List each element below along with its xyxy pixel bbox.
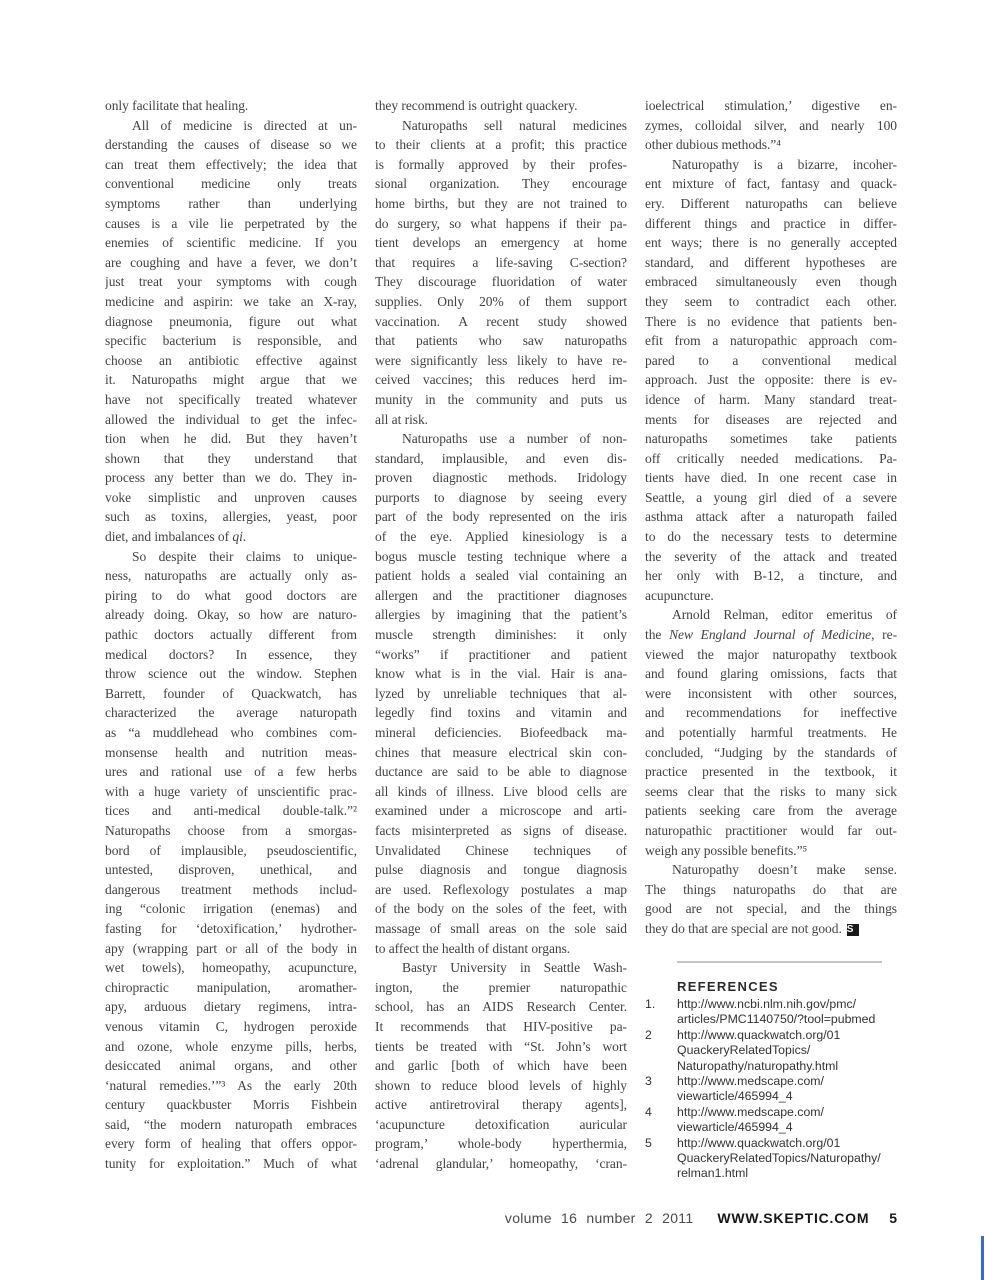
text-line: piring to do what good doctors are	[105, 587, 357, 603]
text-line: Seattle, a young girl died of a severe	[645, 489, 897, 505]
text-line: symptoms rather than underlying	[105, 195, 357, 211]
text-line: idence of harm. Many standard treat-	[645, 391, 897, 407]
text-line: they do that are special are not good. S	[645, 919, 897, 939]
text-line: diagnose pneumonia, figure out what	[105, 313, 357, 329]
text-line: lyzed by unreliable techniques that al-	[375, 685, 627, 701]
text-line: weigh any possible benefits.”⁵	[645, 842, 808, 858]
text-line: and recommendations for ineffective	[645, 705, 897, 721]
text-line: medicine and aspirin: we take an X-ray,	[105, 293, 357, 309]
text-line: vaccination. A recent study showed	[375, 313, 627, 329]
text-line: to their clients at a profit; this practice	[375, 137, 627, 153]
text-column-2	[375, 96, 627, 1174]
text-line: chiropractic manipulation, aromather-	[105, 979, 357, 995]
text-line: process any better than we do. They in-	[105, 470, 357, 486]
text-line: that patients who saw naturopaths	[375, 333, 627, 349]
text-line: untested, disproven, unethical, and	[105, 862, 357, 878]
reference-item	[645, 1028, 897, 1074]
text-line: tients be treated with “St. John’s wort	[375, 1038, 627, 1054]
text-line: facts misinterpreted as signs of disease.	[375, 822, 627, 838]
text-line: said, “the modern naturopath embraces	[105, 1116, 357, 1132]
text-line: of the body on the soles of the feet, with	[375, 901, 627, 917]
text-line: already doing. Okay, so how are naturo-	[105, 607, 357, 623]
text-line: allowed the individual to get the infec-	[105, 411, 357, 427]
reference-number: 4	[645, 1104, 652, 1119]
text-line: characterized the average naturopath	[105, 705, 357, 721]
text-line: asthma attack after a naturopath failed	[645, 509, 897, 525]
reference-item	[645, 1105, 897, 1136]
article-end-mark: S	[847, 924, 859, 936]
text-line: that requires a life-saving C-section?	[375, 254, 627, 270]
text-line: allergen and the practitioner diagnoses	[375, 587, 627, 603]
text-line: purports to diagnose by seeing every	[375, 489, 627, 505]
text-line: supplies. Only 20% of them support	[375, 293, 627, 309]
text-line: munity in the community and puts us	[375, 391, 627, 407]
text-line: part of the body represented on the iris	[375, 509, 627, 525]
text-line: specific bacterium is responsible, and	[105, 333, 357, 349]
text-line: approach. Just the opposite: there is ev-	[645, 372, 897, 388]
text-line: Naturopaths sell natural medicines	[402, 117, 627, 133]
paragraph	[375, 116, 627, 430]
text-line: standard, and different hypotheses are	[645, 254, 897, 270]
reference-url: http://www.ncbi.nlm.nih.gov/pmc/ articles/PMC1140750/?tool=pubmed	[677, 997, 876, 1027]
text-line: with a huge variety of unscientific prac-	[105, 783, 357, 799]
text-line: can treat them effectively; the idea that	[105, 156, 357, 172]
text-line: Barrett, founder of Quackwatch, has	[105, 685, 357, 701]
text-line: ‘acupuncture detoxification auricular	[375, 1116, 627, 1132]
text-line: tion when he did. But they haven’t	[105, 431, 357, 447]
text-line: different things and practice in differ-	[645, 215, 897, 231]
reference-url: http://www.quackwatch.org/01 QuackeryRelatedTopics/Naturopathy/ relman1.html	[677, 1135, 881, 1181]
text-line: enemies of scientific medicine. If you	[105, 235, 357, 251]
paragraph	[375, 958, 627, 1174]
text-line: pathic doctors actually different from	[105, 627, 357, 643]
text-line: ceived vaccines; this reduces herd im-	[375, 372, 627, 388]
references-section	[645, 979, 897, 1182]
text-line: ioelectrical stimulation,’ digestive en-	[645, 98, 897, 113]
text-line: proven diagnostic methods. Iridology	[375, 470, 627, 486]
reference-number: 2	[645, 1027, 652, 1042]
text-line: legedly find toxins and vitamin and	[375, 705, 627, 721]
paragraph	[105, 96, 357, 116]
text-line: and potentially harmful treatments. He	[645, 725, 897, 740]
reference-item	[645, 1136, 897, 1182]
text-line: embraced simultaneously even though	[645, 274, 897, 290]
text-line: tices and anti-medical double-talk.”²	[105, 803, 357, 819]
paragraph	[105, 547, 357, 1174]
text-line: only facilitate that healing.	[105, 98, 249, 113]
text-line: medical doctors? In essence, they	[105, 646, 357, 662]
reference-number: 1.	[645, 997, 656, 1011]
text-line: It recommends that HIV-positive pa-	[375, 1018, 627, 1034]
text-line: just treat your symptoms with cough	[105, 274, 357, 290]
text-line: ments for diseases are rejected and	[645, 411, 897, 427]
text-line: tunity for exploitation.” Much of what	[105, 1156, 357, 1172]
paragraph	[645, 96, 897, 155]
text-line: home births, but they are not trained to	[375, 195, 627, 211]
text-line: wet towels), homeopathy, acupuncture,	[105, 960, 357, 976]
references-list	[645, 997, 897, 1182]
text-line: There is no evidence that patients ben-	[645, 313, 897, 329]
text-line: choose an antibiotic effective against	[105, 352, 357, 368]
text-line: active antiretroviral therapy agents],	[375, 1097, 627, 1113]
text-line: of the eye. Applied kinesiology is a	[375, 529, 627, 545]
footer-page-number: 5	[889, 1210, 897, 1226]
text-line: efit from a naturopathic approach com-	[645, 333, 897, 349]
text-line: Arnold Relman, editor emeritus of	[672, 607, 897, 623]
text-line: as “a muddlehead who combines com-	[105, 725, 357, 740]
reference-url: http://www.quackwatch.org/01 QuackeryRelatedTopics/ Naturopathy/naturopathy.html	[677, 1027, 841, 1073]
text-line: ing “colonic irrigation (enemas) and	[105, 901, 357, 917]
text-line: Bastyr University in Seattle Wash-	[402, 960, 627, 976]
text-line: bord of implausible, pseudoscientific,	[105, 842, 357, 858]
reference-number: 5	[645, 1135, 652, 1150]
paragraph	[375, 96, 627, 116]
text-line: they seem to contradict each other.	[645, 293, 897, 309]
text-line: fasting for ‘detoxification,’ hydrother-	[105, 920, 357, 936]
text-line: every form of healing that offers oppor-	[105, 1136, 357, 1152]
text-line: were inconsistent with other sources,	[645, 685, 897, 701]
text-line: are used. Reflexology postulates a map	[375, 881, 627, 897]
reference-item	[645, 1074, 897, 1105]
text-line: the New England Journal of Medicine, re-	[645, 627, 897, 643]
text-line: voke simplistic and unproven causes	[105, 489, 357, 505]
text-line: concluded, “Judging by the standards of	[645, 744, 897, 760]
text-line: ‘adrenal glandular,’ homeopathy, ‘cran-	[375, 1156, 627, 1172]
text-line: All of medicine is directed at un-	[132, 117, 357, 133]
reference-url: http://www.medscape.com/ viewarticle/465994_4	[677, 1104, 824, 1135]
text-line: ductance are said to be able to diagnose	[375, 764, 627, 780]
text-line: throw science out the window. Stephen	[105, 666, 357, 682]
text-line: ures and rational use of a few herbs	[105, 764, 357, 780]
text-line: shown that they understand that	[105, 450, 357, 466]
text-line: were significantly less likely to have re-	[375, 352, 627, 368]
text-line: So despite their claims to unique-	[132, 548, 357, 564]
text-line: pulse diagnosis and tongue diagnosis	[375, 862, 627, 878]
references-heading: REFERENCES	[677, 979, 779, 994]
text-column-1	[105, 96, 357, 1174]
text-line: dangerous treatment methods includ-	[105, 881, 357, 897]
text-line: ness, naturopaths are actually only as-	[105, 568, 357, 584]
text-line: naturopaths sometimes take patients	[645, 431, 897, 447]
text-line: apy (wrapping part or all of the body in	[105, 940, 357, 956]
text-line: pared to a conventional medical	[645, 352, 897, 368]
text-line: they recommend is outright quackery.	[375, 98, 578, 113]
text-line: ent ways; there is no generally accepted	[645, 235, 897, 251]
footer-website: WWW.SKEPTIC.COM	[717, 1210, 870, 1226]
page-edge-color-mark	[981, 1236, 984, 1280]
text-line: Naturopaths use a number of non-	[402, 431, 627, 447]
text-line: Naturopathy is a bizarre, incoher-	[672, 156, 897, 172]
paragraph	[645, 155, 897, 606]
text-line: tients have died. In one recent case in	[645, 470, 897, 486]
text-line: chines that measure electrical skin con-	[375, 744, 627, 760]
text-line: century quackbuster Morris Fishbein	[105, 1097, 357, 1113]
text-line: viewed the major naturopathy textbook	[645, 646, 897, 662]
text-line: practice presented in the textbook, it	[645, 764, 897, 780]
text-line: ington, the premier naturopathic	[375, 979, 627, 995]
text-line: ‘natural remedies.’”³ As the early 20th	[105, 1077, 357, 1093]
text-line: muscle strength diminishes: it only	[375, 627, 627, 643]
text-line: venous vitamin C, hydrogen peroxide	[105, 1018, 357, 1034]
text-line: good are not special, and the things	[645, 901, 897, 917]
paragraph	[645, 860, 897, 938]
text-line: such as toxins, allergies, yeast, poor	[105, 509, 357, 525]
text-line: school, has an AIDS Research Center.	[375, 999, 627, 1015]
text-line: bogus muscle testing technique where a	[375, 548, 627, 564]
text-line: and ozone, whole enzyme pills, herbs,	[105, 1038, 357, 1054]
text-line: apy, arduous dietary regimens, intra-	[105, 999, 357, 1015]
text-line: are coughing and have a fever, we don’t	[105, 254, 357, 270]
text-line: desiccated animal organs, and other	[105, 1058, 357, 1074]
text-line: do surgery, so what happens if their pa-	[375, 215, 627, 231]
text-line: the severity of the attack and treated	[645, 548, 897, 564]
text-line: Unvalidated Chinese techniques of	[375, 842, 627, 858]
text-line: all at risk.	[375, 411, 429, 427]
text-line: standard, implausible, and even dis-	[375, 450, 627, 466]
paragraph	[375, 429, 627, 958]
text-line: naturopathic practitioner would far out-	[645, 822, 897, 838]
text-line: massage of small areas on the sole said	[375, 920, 627, 936]
text-line: know what is in the vial. Hair is ana-	[375, 666, 627, 682]
text-line: mineral deficiencies. Biofeedback ma-	[375, 725, 627, 740]
text-line: The things naturopaths do that are	[645, 881, 897, 897]
text-line: “works” if practitioner and patient	[375, 646, 627, 662]
paragraph	[105, 116, 357, 547]
text-line: derstanding the causes of disease so we	[105, 137, 357, 153]
text-line: other dubious methods.”⁴	[645, 137, 781, 153]
reference-item	[645, 997, 897, 1028]
footer-issue-info: volume 16 number 2 2011	[504, 1210, 694, 1226]
text-line: conventional medicine only treats	[105, 176, 357, 192]
text-line: shown to reduce blood levels of highly	[375, 1077, 627, 1093]
text-line: off critically needed medications. Pa-	[645, 450, 897, 466]
text-line: patients seeking care from the average	[645, 803, 897, 819]
text-line: is formally approved by their profes-	[375, 156, 627, 172]
page-footer	[105, 1210, 897, 1226]
reference-number: 3	[645, 1074, 652, 1089]
text-line: her only with B-12, a tincture, and	[645, 568, 897, 584]
text-line: patient holds a sealed vial containing an	[375, 568, 627, 584]
text-line: ery. Different naturopaths can believe	[645, 195, 897, 211]
text-line: all kinds of illness. Live blood cells are	[375, 783, 627, 799]
text-line: causes is a vile lie perpetrated by the	[105, 215, 357, 231]
text-line: monsense health and nutrition meas-	[105, 744, 357, 760]
text-line: tient develops an emergency at home	[375, 235, 627, 251]
text-line: to do the necessary tests to determine	[645, 529, 897, 545]
text-line: and garlic [both of which have been	[375, 1058, 627, 1074]
text-line: it. Naturopaths might argue that we	[105, 372, 357, 388]
text-line: Naturopaths choose from a smorgas-	[105, 822, 357, 838]
text-line: sional organization. They encourage	[375, 176, 627, 192]
text-line: and found glaring omissions, facts that	[645, 666, 897, 682]
text-line: zymes, colloidal silver, and nearly 100	[645, 117, 897, 133]
text-line: program,’ whole-body hyperthermia,	[375, 1136, 627, 1152]
text-line: diet, and imbalances of qi.	[105, 529, 247, 545]
references-divider	[677, 961, 882, 963]
text-line: examined under a microscope and arti-	[375, 803, 627, 819]
reference-url: http://www.medscape.com/ viewarticle/465994_4	[677, 1074, 824, 1104]
text-line: allergies by imagining that the patient’s	[375, 607, 627, 623]
text-line: Naturopathy doesn’t make sense.	[672, 862, 897, 878]
text-column-3	[645, 96, 897, 939]
text-line: seems clear that the risks to many sick	[645, 783, 897, 799]
text-line: ent mixture of fact, fantasy and quack-	[645, 176, 897, 192]
paragraph	[645, 605, 897, 860]
text-line: They discourage fluoridation of water	[375, 274, 627, 290]
text-line: to affect the health of distant organs.	[375, 940, 571, 956]
text-line: have not specifically treated whatever	[105, 391, 357, 407]
text-line: acupuncture.	[645, 587, 714, 603]
